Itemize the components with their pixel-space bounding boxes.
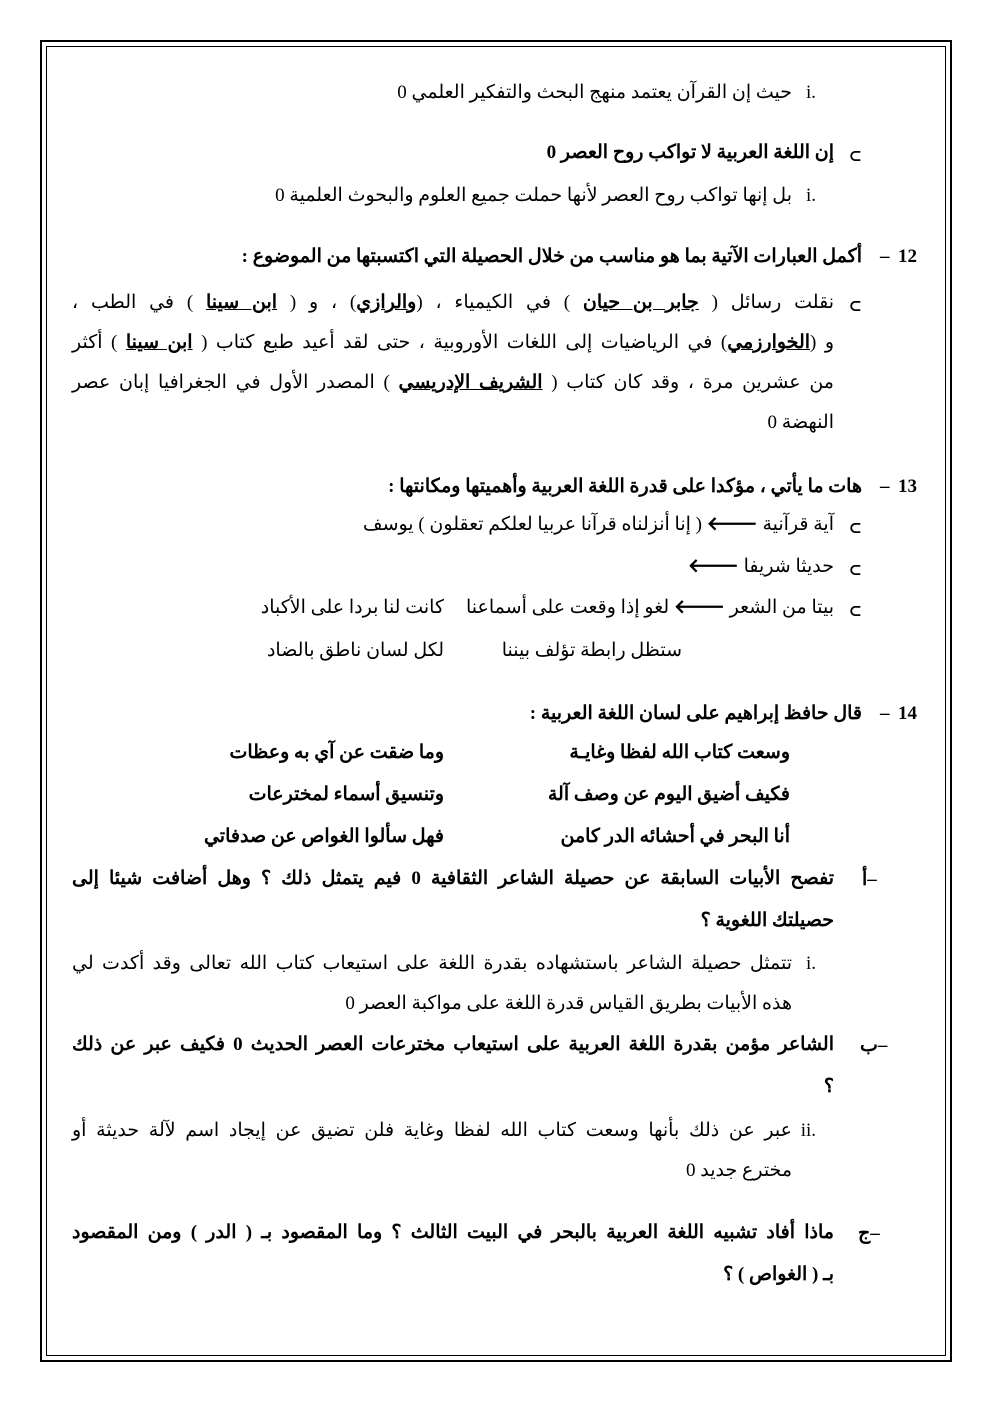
- answer-line: حيث إن القرآن يعتمد منهج البحث والتفكير العلمي 0: [397, 82, 792, 103]
- q12-line-d: النهضة 0: [767, 412, 834, 433]
- answer-a-line1: تتمثل حصيلة الشاعر باستشهاده بقدرة اللغة على استيعاب كتاب الله تعالى وقد أكدت لي: [72, 953, 792, 974]
- q13-poetry-left: كانت لنا بردا على الأكباد: [260, 597, 444, 618]
- answer-a-line2: هذه الأبيات بطريق القياس قدرة اللغة على مواكبة العصر 0: [345, 993, 792, 1014]
- roman-marker: i.: [805, 82, 816, 103]
- verse-1-right: وسعت كتاب الله لفظا وغايـة: [569, 742, 790, 763]
- subq-letter: ج–: [858, 1223, 880, 1244]
- bullet-icon: ⊂: [848, 520, 862, 537]
- subq-c-line1: ماذا أفاد تشبيه اللغة العربية بالبحر في البيت الثالث ؟ وما المقصود بـ ( الدر ) ومن المقصود: [72, 1222, 834, 1243]
- question-number: 14: [898, 703, 917, 724]
- question-13-text: هات ما يأتي ، مؤكدا على قدرة اللغة العربية وأهميتها ومكانتها :: [388, 476, 862, 497]
- bullet-icon: ⊂: [848, 298, 862, 315]
- q12-line-c: من عشرين مرة ، وقد كان كتاب ( الشريف الإدريسي ) المصدر الأول في الجغرافيا إبان عصر: [72, 372, 834, 393]
- bullet-icon: ⊂: [848, 603, 862, 620]
- arrow-left-icon: 🡐: [706, 514, 758, 535]
- subq-b-line2: ؟: [823, 1076, 834, 1097]
- verse-3-right: أنا البحر في أحشائه الدر كامن: [560, 826, 790, 847]
- q12-line-a: نقلت رسائل ( جابر بن حيان ) في الكيمياء ، (والرازي) ، و ( ابن سينا ) في الطب ،: [72, 292, 834, 313]
- bullet-icon: ⊂: [848, 562, 862, 579]
- q13-item-poetry: بيتا من الشعر 🡐 لغو إذا وقعت على أسماعنا: [466, 597, 834, 618]
- question-number: 12: [898, 246, 917, 267]
- question-number: 13: [898, 476, 917, 497]
- subq-letter: ب–: [860, 1035, 888, 1056]
- bullet-icon: ⊂: [848, 148, 862, 165]
- answer-b-line1: عبر عن ذلك بأنها وسعت كتاب الله لفظا وغاية فلن تضيق عن إيجاد اسم لآلة حديثة أو: [72, 1120, 792, 1141]
- q12-line-b: و (الخوارزمي) في الرياضيات إلى اللغات الأوروبية ، حتى لقد أعيد طبع كتاب ( ابن سينا ) أكثر: [72, 332, 835, 353]
- roman-marker: i.: [805, 185, 816, 206]
- q13-item-quran: آية قرآنية 🡐 ( إنا أنزلناه قرآنا عربيا لعلكم تعقلون ) يوسف: [362, 514, 834, 535]
- roman-marker: i.: [805, 953, 816, 974]
- verse-3-left: فهل سألوا الغواص عن صدفاتي: [203, 826, 444, 847]
- page-border-inner: [46, 46, 946, 1356]
- q13-item-hadith: حديثا شريفا 🡐: [687, 556, 834, 577]
- question-14-text: قال حافظ إبراهيم على لسان اللغة العربية :: [529, 703, 862, 724]
- verse-2-right: فكيف أضيق اليوم عن وصف آلة: [547, 784, 790, 805]
- arrow-left-icon: 🡐: [687, 556, 739, 577]
- subq-a-line1: تفصح الأبيات السابقة عن حصيلة الشاعر الثقافية 0 فيم يتمثل ذلك ؟ وهل أضافت شيئا إلى: [72, 868, 834, 889]
- subq-b-line1: الشاعر مؤمن بقدرة اللغة العربية على استيعاب مخترعات العصر الحديث 0 فكيف عبر عن ذلك: [72, 1034, 834, 1055]
- verse-2-left: وتنسيق أسماء لمخترعات: [248, 784, 444, 805]
- arrow-left-icon: 🡐: [673, 597, 725, 618]
- q13-poetry-left2: لكل لسان ناطق بالضاد: [266, 640, 444, 661]
- statement-line: إن اللغة العربية لا تواكب روح العصر 0: [546, 142, 834, 163]
- subq-c-line2: بـ ( الغواص ) ؟: [723, 1264, 834, 1285]
- verse-1-left: وما ضقت عن آي به وعظات: [229, 742, 444, 763]
- question-12-text: أكمل العبارات الآتية بما هو مناسب من خلال الحصيلة التي اكتسبتها من الموضوع :: [241, 246, 862, 267]
- answer-line: بل إنها تواكب روح العصر لأنها حملت جميع العلوم والبحوث العلمية 0: [275, 185, 792, 206]
- question-dash: –: [880, 476, 890, 497]
- question-dash: –: [880, 703, 890, 724]
- roman-marker: ii.: [800, 1120, 816, 1141]
- subq-a-line2: حصيلتك اللغوية ؟: [700, 910, 834, 931]
- question-dash: –: [880, 246, 890, 267]
- answer-b-line2: مخترع جديد 0: [686, 1160, 792, 1181]
- q13-poetry-right2: ستظل رابطة تؤلف بيننا: [501, 640, 682, 661]
- subq-letter: أ–: [862, 869, 877, 890]
